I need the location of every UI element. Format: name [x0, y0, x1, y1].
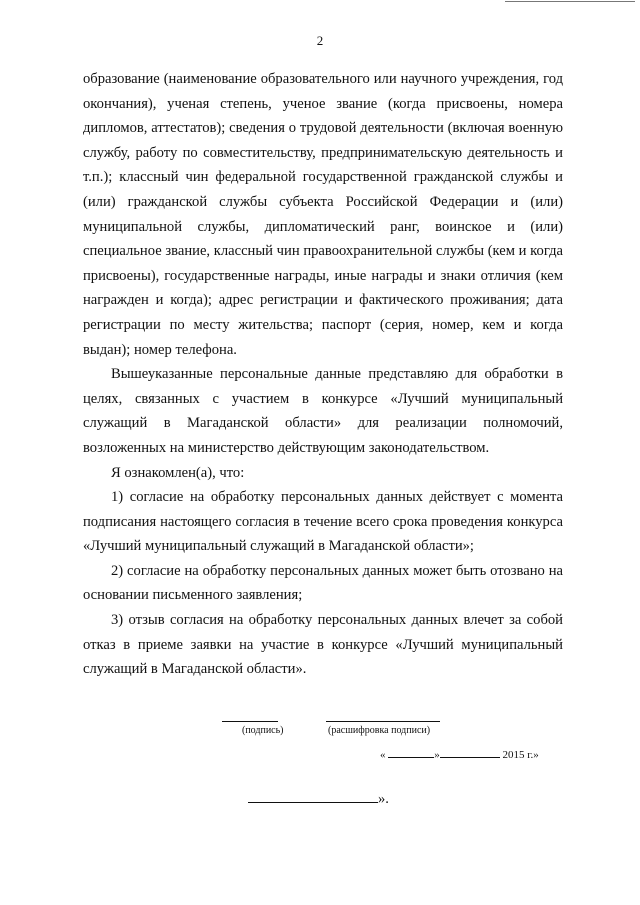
closing-end-mark: ». [378, 791, 389, 807]
document-body [83, 67, 563, 682]
date-year: 2015 г.» [502, 749, 539, 761]
date-open-quote: « [380, 749, 386, 761]
closing-blank [248, 790, 378, 803]
date-day-blank [388, 747, 434, 758]
date-close-quote: » [434, 749, 440, 761]
page-number: 2 [316, 33, 324, 48]
date-field [380, 747, 539, 762]
paragraph-revocation-consequence: 3) отзыв согласия на обработку персональных данных влечет за собой отказ в приеме заявки на участие в конкурсе «Лучший муниципальный служащий в Магаданской области». [83, 612, 563, 678]
paragraph-processing-purpose: Вышеуказанные персональные данные представляю для обработки в целях, связанных с участием в конкурсе «Лучший муниципальный служащий в Магаданской области» для реализации полномочий, возложенных на министерство действующим законодательством. [83, 366, 563, 456]
signature-line [222, 721, 278, 722]
header-rule [505, 1, 635, 2]
paragraph-personal-data-list: образование (наименование образовательного или научного учреждения, год окончания), ученая степень, ученое звание (когда присвоены, номера дипломов, аттестатов); сведения о трудовой деятельности (включая военную службу, работу по совместительству, предпринимательскую деятельность и т.п.); классный чин федеральной государственной гражданской службы и (или) гражданской службы субъекта Российской Федерации и (или) муниципальной службы, дипломатический ранг, воинское и (или) специальное звание, классный чин правоохранительной службы (кем и когда присвоены), государственные награды, иные награды и знаки отличия (кем награжден и когда); адрес регистрации и фактического проживания; дата регистрации по месту жительства; паспорт (серия, номер, кем и когда выдан); номер телефона. [83, 71, 563, 358]
signature-decoding-label: (расшифровка подписи) [328, 725, 431, 736]
signature-label: (подпись) [242, 725, 284, 736]
closing-line [248, 790, 389, 808]
paragraph-consent-revocation: 2) согласие на обработку персональных данных может быть отозвано на основании письменного заявления; [83, 562, 563, 604]
signature-decoding-line [326, 721, 440, 722]
paragraph-consent-term: 1) согласие на обработку персональных данных действует с момента подписания настоящего согласия в течение всего срока проведения конкурса «Лучший муниципальный служащий в Магаданской области»; [83, 489, 563, 555]
paragraph-acknowledgement: Я ознакомлен(а), что: [111, 464, 245, 481]
date-month-blank [440, 747, 500, 758]
